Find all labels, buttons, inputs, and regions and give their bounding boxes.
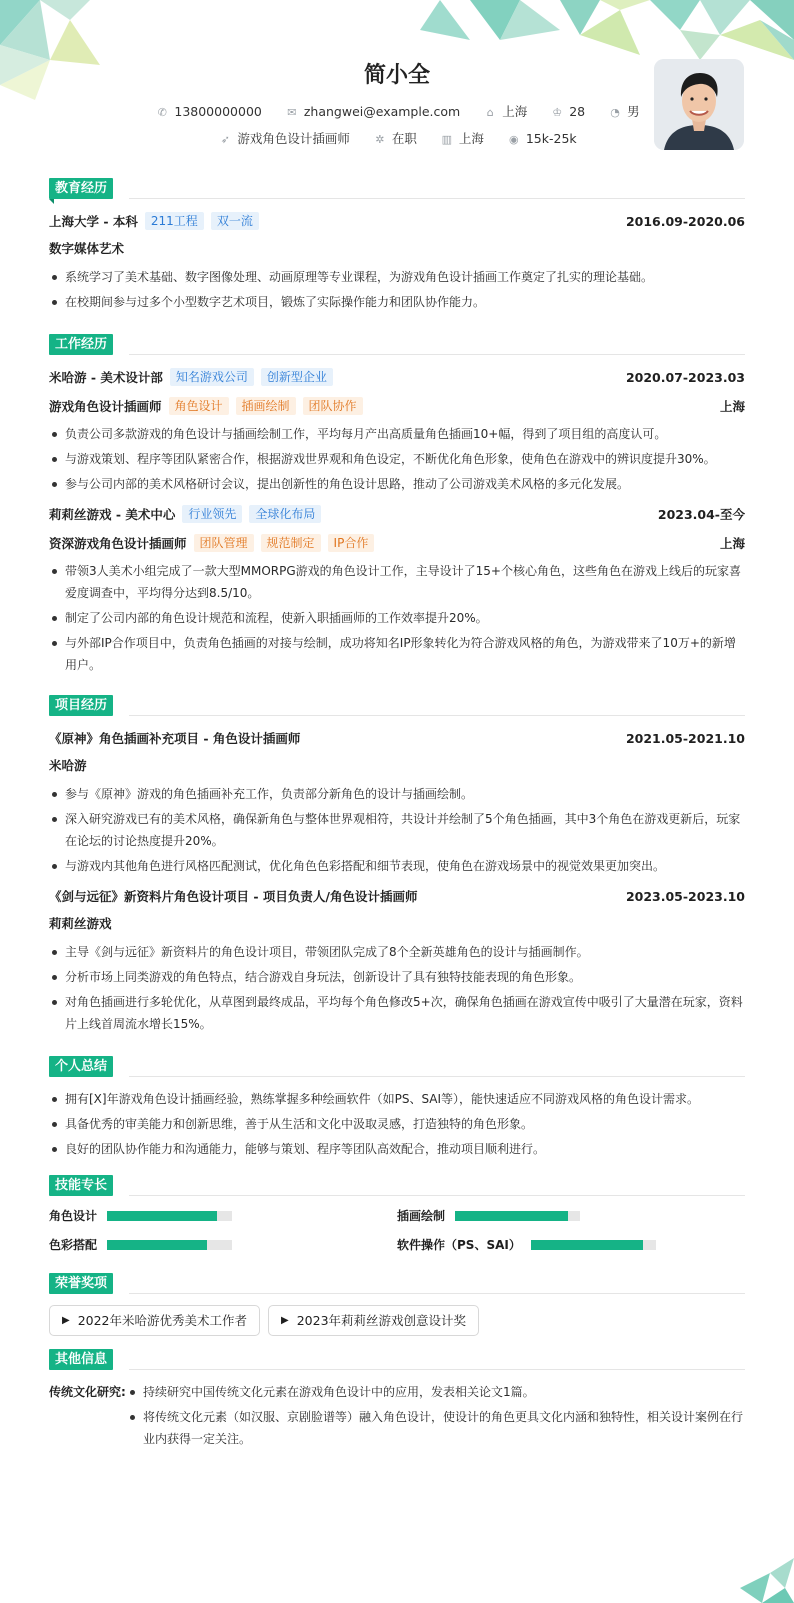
city-item: [482, 102, 527, 120]
section-label: 其他信息: [49, 1349, 113, 1370]
honors-list: [49, 1305, 745, 1336]
send-icon: ➶: [220, 133, 230, 146]
project-title: 《剑与远征》新资料片角色设计项目 - 项目负责人/角色设计插画师: [49, 889, 418, 904]
company-name: 莉莉丝游戏 - 美术中心: [49, 507, 176, 522]
work-section: [49, 334, 745, 676]
section-divider: [129, 354, 745, 355]
other-label: 传统文化研究:: [49, 1385, 126, 1399]
avatar: [654, 59, 744, 150]
city-text: 上海: [502, 104, 528, 119]
salary-text: 15k-25k: [525, 131, 577, 146]
honor-text: 2022年米哈游优秀美术工作者: [77, 1313, 248, 1328]
section-title: [49, 1175, 745, 1197]
coin-icon: ◉: [509, 133, 519, 146]
skill-name: 色彩搭配: [49, 1238, 98, 1252]
skill-bar: [107, 1240, 232, 1250]
skill-item: [397, 1207, 745, 1224]
company-name: 米哈游 - 美术设计部: [49, 370, 163, 385]
list-item: 具备优秀的审美能力和创新思维，善于从生活和文化中汲取灵感，打造独特的角色形象。: [49, 1113, 745, 1135]
skill-bar-fill: [455, 1211, 568, 1221]
school-tag: 211工程: [145, 212, 204, 230]
skill-item: [49, 1236, 397, 1253]
list-item: 与游戏策划、程序等团队紧密合作，根据游戏世界观和角色设定，不断优化角色形象，使角色在游戏中的辨识度提升30%。: [49, 448, 745, 470]
skills-grid: [49, 1207, 745, 1253]
gender-item: [607, 102, 640, 120]
section-fold: [49, 199, 54, 204]
skill-bar-fill: [531, 1240, 644, 1250]
project-bullets: [49, 941, 745, 1035]
section-title: [49, 695, 745, 717]
project-title: 《原神》角色插画补充项目 - 角色设计插画师: [49, 731, 301, 746]
salary-item: [506, 131, 577, 146]
building-icon: ▥: [441, 133, 453, 146]
cake-icon: ♔: [552, 106, 563, 119]
job-header: [49, 366, 745, 388]
other-item: [49, 1381, 745, 1453]
section-divider: [129, 715, 745, 716]
phone-item: [154, 104, 261, 119]
list-item: 系统学习了美术基础、数字图像处理、动画原理等专业课程，为游戏角色设计插画工作奠定了扎实的理论基础。: [49, 266, 745, 288]
company-tag: 全球化布局: [249, 505, 321, 523]
honor-text: 2023年莉莉丝游戏创意设计奖: [296, 1313, 467, 1328]
list-item: 良好的团队协作能力和沟通能力，能够与策划、程序等团队高效配合，推动项目顺利进行。: [49, 1138, 745, 1160]
job-role-row: [49, 395, 745, 417]
project-header: [49, 727, 745, 749]
section-divider: [129, 1195, 745, 1196]
list-item: 与外部IP合作项目中，负责角色插画的对接与绘制，成功将知名IP形象转化为符合游戏风格的角色，为游戏带来了10万+的新增用户。: [49, 632, 745, 676]
skill-name: 插画绘制: [397, 1209, 446, 1223]
section-title: [49, 1273, 745, 1295]
list-item: 主导《剑与远征》新资料片的角色设计项目，带领团队完成了8个全新英雄角色的设计与插画制作。: [49, 941, 745, 963]
honors-section: [49, 1273, 745, 1336]
phone-text: 13800000000: [174, 104, 262, 119]
other-bullets: [127, 1381, 745, 1453]
phone-icon: ✆: [157, 106, 167, 119]
resume-header: [49, 0, 745, 178]
skill-name: 角色设计: [49, 1209, 98, 1223]
skill-bar: [455, 1211, 580, 1221]
skill-name: 软件操作（PS、SAI）: [397, 1238, 521, 1252]
job-title-text: 游戏角色设计插画师: [237, 131, 350, 146]
section-label: 工作经历: [49, 334, 113, 355]
skill-bar-fill: [107, 1211, 217, 1221]
job-location: 上海: [719, 536, 745, 551]
job-location: 上海: [719, 399, 745, 414]
skill-item: [49, 1207, 397, 1224]
list-item: 持续研究中国传统文化元素在游戏角色设计中的应用，发表相关论文1篇。: [127, 1381, 745, 1403]
list-item: 深入研究游戏已有的美术风格，确保新角色与整体世界观相符，共设计并绘制了5个角色插画，其中3个角色在游戏更新后，玩家在论坛的讨论热度提升20%。: [49, 808, 745, 852]
section-divider: [129, 198, 745, 199]
list-item: 负责公司多款游戏的角色设计与插画绘制工作，平均每月产出高质量角色插画10+幅，得到了项目组的高度认可。: [49, 423, 745, 445]
project-date: 2021.05-2021.10: [625, 730, 745, 746]
role-tag: 插画绘制: [236, 397, 296, 415]
summary-section: [49, 1056, 745, 1160]
section-divider: [129, 1076, 745, 1077]
list-item: 将传统文化元素（如汉服、京剧脸谱等）融入角色设计，使设计的角色更具文化内涵和独特性，相关设计案例在行业内获得一定关注。: [127, 1406, 745, 1450]
skill-bar: [107, 1211, 232, 1221]
company-tag: 知名游戏公司: [170, 368, 254, 386]
list-item: 制定了公司内部的角色设计规范和流程，使新入职插画师的工作效率提升20%。: [49, 607, 745, 629]
candidate-name: 简小全: [363, 63, 430, 88]
honor-item: [268, 1305, 479, 1336]
contact-line: [49, 102, 745, 120]
job-date: 2023.04-至今: [657, 507, 745, 522]
age-text: 28: [569, 104, 586, 119]
job-date: 2020.07-2023.03: [625, 369, 745, 385]
education-header: [49, 210, 745, 232]
section-label: 教育经历: [49, 178, 113, 199]
footer-decoration: [740, 1548, 794, 1603]
home-icon: ⌂: [486, 106, 494, 119]
section-label: 个人总结: [49, 1056, 113, 1077]
honor-item: [49, 1305, 260, 1336]
project-date: 2023.05-2023.10: [625, 888, 745, 904]
mail-icon: ✉: [287, 106, 297, 119]
status-item: [372, 129, 417, 147]
list-item: 分析市场上同类游戏的角色特点，结合游戏自身玩法，创新设计了具有独特技能表现的角色形象。: [49, 966, 745, 988]
role-tag: IP合作: [328, 534, 375, 552]
section-divider: [129, 1293, 745, 1294]
education-bullets: [49, 266, 745, 313]
role-tag: 规范制定: [261, 534, 321, 552]
project-bullets: [49, 783, 745, 877]
summary-bullets: [49, 1088, 745, 1160]
job-role-row: [49, 532, 745, 554]
school-name: 上海大学 - 本科: [49, 214, 138, 229]
section-title: [49, 334, 745, 356]
target-city-text: 上海: [458, 131, 484, 146]
list-item: 在校期间参与过多个小型数字艺术项目，锻炼了实际操作能力和团队协作能力。: [49, 291, 745, 313]
project-org: 米哈游: [49, 758, 87, 773]
list-item: 拥有[X]年游戏角色设计插画经验，熟练掌握多种绘画软件（如PS、SAI等），能快速适应不同游戏风格的角色设计需求。: [49, 1088, 745, 1110]
project-header: [49, 885, 745, 907]
section-divider: [129, 1369, 745, 1370]
list-item: 参与《原神》游戏的角色插画补充工作，负责部分新角色的设计与插画绘制。: [49, 783, 745, 805]
email-item: [284, 104, 460, 119]
age-item: [549, 104, 585, 119]
job-title-item: [217, 129, 350, 147]
list-item: 与游戏内其他角色进行风格匹配测试，优化角色色彩搭配和细节表现，使角色在游戏场景中的视觉效果更加突出。: [49, 855, 745, 877]
company-tag: 创新型企业: [261, 368, 333, 386]
email-text: zhangwei@example.com: [303, 104, 461, 119]
section-label: 荣誉奖项: [49, 1273, 113, 1294]
job-header: [49, 503, 745, 525]
status-text: 在职: [391, 131, 417, 146]
major: 数字媒体艺术: [49, 241, 125, 256]
skills-section: [49, 1175, 745, 1253]
section-title: [49, 178, 745, 200]
play-icon: ▶: [281, 1315, 289, 1326]
job-bullets: [49, 423, 745, 495]
role-tag: 团队管理: [194, 534, 254, 552]
role-tag: 角色设计: [169, 397, 229, 415]
list-item: 带领3人美术小组完成了一款大型MMORPG游戏的角色设计工作，主导设计了15+个核心角色，这些角色在游戏上线后的玩家喜爱度调查中，平均得分达到8.5/10。: [49, 560, 745, 604]
play-icon: ▶: [62, 1315, 70, 1326]
section-label: 技能专长: [49, 1175, 113, 1196]
gear-icon: ✲: [375, 133, 385, 146]
role-tag: 团队协作: [303, 397, 363, 415]
project-org: 莉莉丝游戏: [49, 916, 112, 931]
skill-item: [397, 1236, 745, 1253]
gender-text: 男: [627, 104, 640, 119]
section-label: 项目经历: [49, 695, 113, 716]
section-title: [49, 1056, 745, 1078]
gender-icon: ◔: [610, 106, 620, 119]
education-section: [49, 178, 745, 313]
job-role: 游戏角色设计插画师: [49, 399, 162, 414]
job-role: 资深游戏角色设计插画师: [49, 536, 187, 551]
job-intent-line: [49, 129, 745, 147]
job-bullets: [49, 560, 745, 676]
target-city-item: [439, 129, 484, 147]
company-tag: 行业领先: [182, 505, 242, 523]
projects-section: [49, 695, 745, 1035]
list-item: 参与公司内部的美术风格研讨会议，提出创新性的角色设计思路，推动了公司游戏美术风格的多元化发展。: [49, 473, 745, 495]
other-section: [49, 1349, 745, 1453]
school-tag: 双一流: [211, 212, 259, 230]
list-item: 对角色插画进行多轮优化，从草图到最终成品，平均每个角色修改5+次，确保角色插画在游戏宣传中吸引了大量潜在玩家，资料片上线首周流水增长15%。: [49, 991, 745, 1035]
skill-bar: [531, 1240, 656, 1250]
education-date: 2016.09-2020.06: [625, 213, 745, 229]
section-title: [49, 1349, 745, 1371]
skill-bar-fill: [107, 1240, 207, 1250]
